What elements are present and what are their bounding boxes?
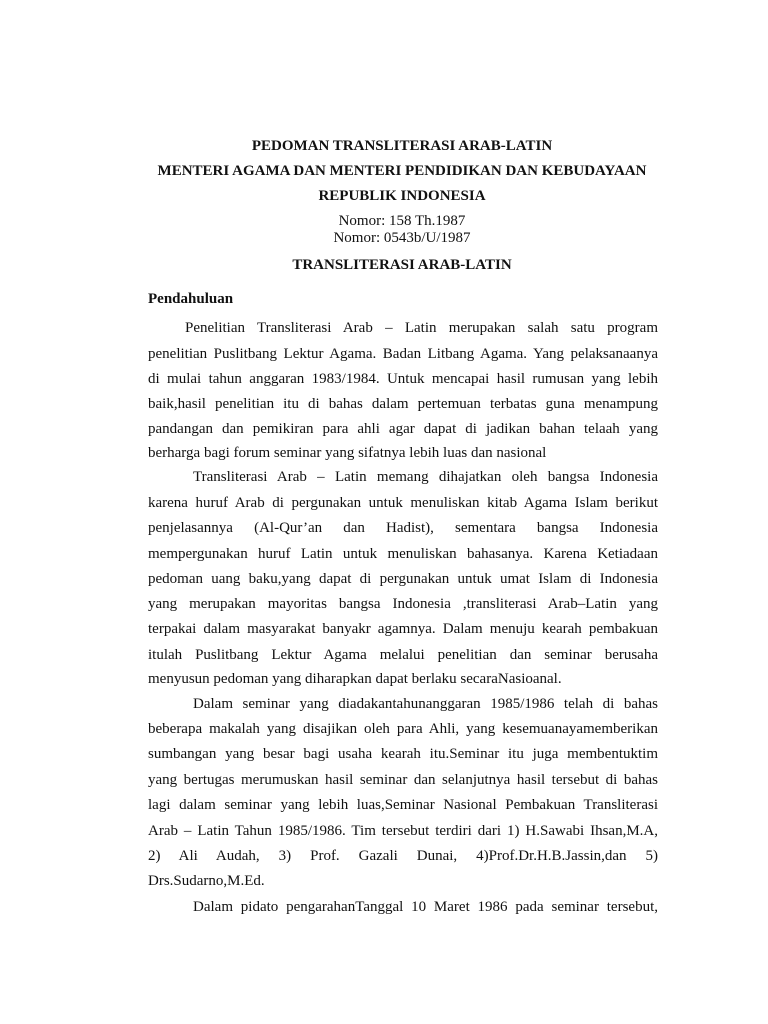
paragraph-line: terpakai dalam masyarakat banyakr agamnya. Dalam menuju kearah pembakuan	[148, 621, 658, 637]
paragraph-line: penjelasannya (Al-Qur’an dan Hadist), sementara bangsa Indonesia	[148, 520, 658, 536]
paragraph-line: pandangan dan pemikiran para ahli agar dapat di jadikan bahan telaah yang	[148, 421, 658, 437]
paragraph-line: yang merupakan mayoritas bangsa Indonesia ,transliterasi Arab–Latin yang	[148, 596, 658, 612]
paragraph-line: Drs.Sudarno,M.Ed.	[148, 873, 265, 889]
paragraph-line: yang bertugas merumuskan hasil seminar dan selanjutnya hasil tersebut di bahas	[148, 772, 658, 788]
decree-number-2: Nomor: 0543b/U/1987	[333, 230, 471, 246]
document-title-line-1: PEDOMAN TRANSLITERASI ARAB-LATIN	[251, 138, 553, 154]
paragraph-line: Penelitian Transliterasi Arab – Latin merupakan salah satu program	[185, 320, 658, 336]
paragraph-line: pedoman uang baku,yang dapat di pergunakan untuk umat Islam di Indonesia	[148, 571, 658, 587]
paragraph-line: itulah Puslitbang Lektur Agama melalui penelitian dan seminar berusaha	[148, 647, 658, 663]
paragraph-line: penelitian Puslitbang Lektur Agama. Badan Litbang Agama. Yang pelaksanaanya	[148, 346, 658, 362]
paragraph-line: 2) Ali Audah, 3) Prof. Gazali Dunai, 4)Prof.Dr.H.B.Jassin,dan 5)	[148, 848, 658, 864]
document-title-line-3: REPUBLIK INDONESIA	[318, 188, 486, 204]
paragraph-line: beberapa makalah yang disajikan oleh para Ahli, yang kesemuanayamemberikan	[148, 721, 658, 737]
paragraph-line: Arab – Latin Tahun 1985/1986. Tim tersebut terdiri dari 1) H.Sawabi Ihsan,M.A,	[148, 823, 658, 839]
document-title-line-2: MENTERI AGAMA DAN MENTERI PENDIDIKAN DAN KEBUDAYAAN	[157, 163, 647, 179]
paragraph-line: baik,hasil penelitian itu di bahas dalam pertemuan terbatas guna menampung	[148, 396, 658, 412]
paragraph-line: berharga bagi forum seminar yang sifatnya lebih luas dan nasional	[148, 445, 547, 461]
paragraph-line: di mulai tahun anggaran 1983/1984. Untuk mencapai hasil rumusan yang lebih	[148, 371, 658, 387]
paragraph-line: Dalam pidato pengarahanTanggal 10 Maret 1986 pada seminar tersebut,	[193, 899, 658, 915]
paragraph-line: Transliterasi Arab – Latin memang dihajatkan oleh bangsa Indonesia	[193, 469, 658, 485]
section-title: Pendahuluan	[148, 291, 234, 307]
paragraph-line: lagi dalam seminar yang lebih luas,Seminar Nasional Pembakuan Transliterasi	[148, 797, 658, 813]
decree-number-1: Nomor: 158 Th.1987	[338, 213, 466, 229]
document-subtitle: TRANSLITERASI ARAB-LATIN	[292, 257, 512, 273]
paragraph-line: karena huruf Arab di pergunakan untuk menuliskan kitab Agama Islam berikut	[148, 495, 658, 511]
paragraph-line: sumbangan yang besar bagi usaha kearah itu.Seminar itu juga membentuktim	[148, 746, 658, 762]
paragraph-line: menyusun pedoman yang diharapkan dapat berlaku secaraNasioanal.	[148, 671, 562, 687]
paragraph-line: mempergunakan huruf Latin untuk menuliskan bahasanya. Karena Ketiadaan	[148, 546, 658, 562]
paragraph-line: Dalam seminar yang diadakantahunanggaran 1985/1986 telah di bahas	[193, 696, 658, 712]
